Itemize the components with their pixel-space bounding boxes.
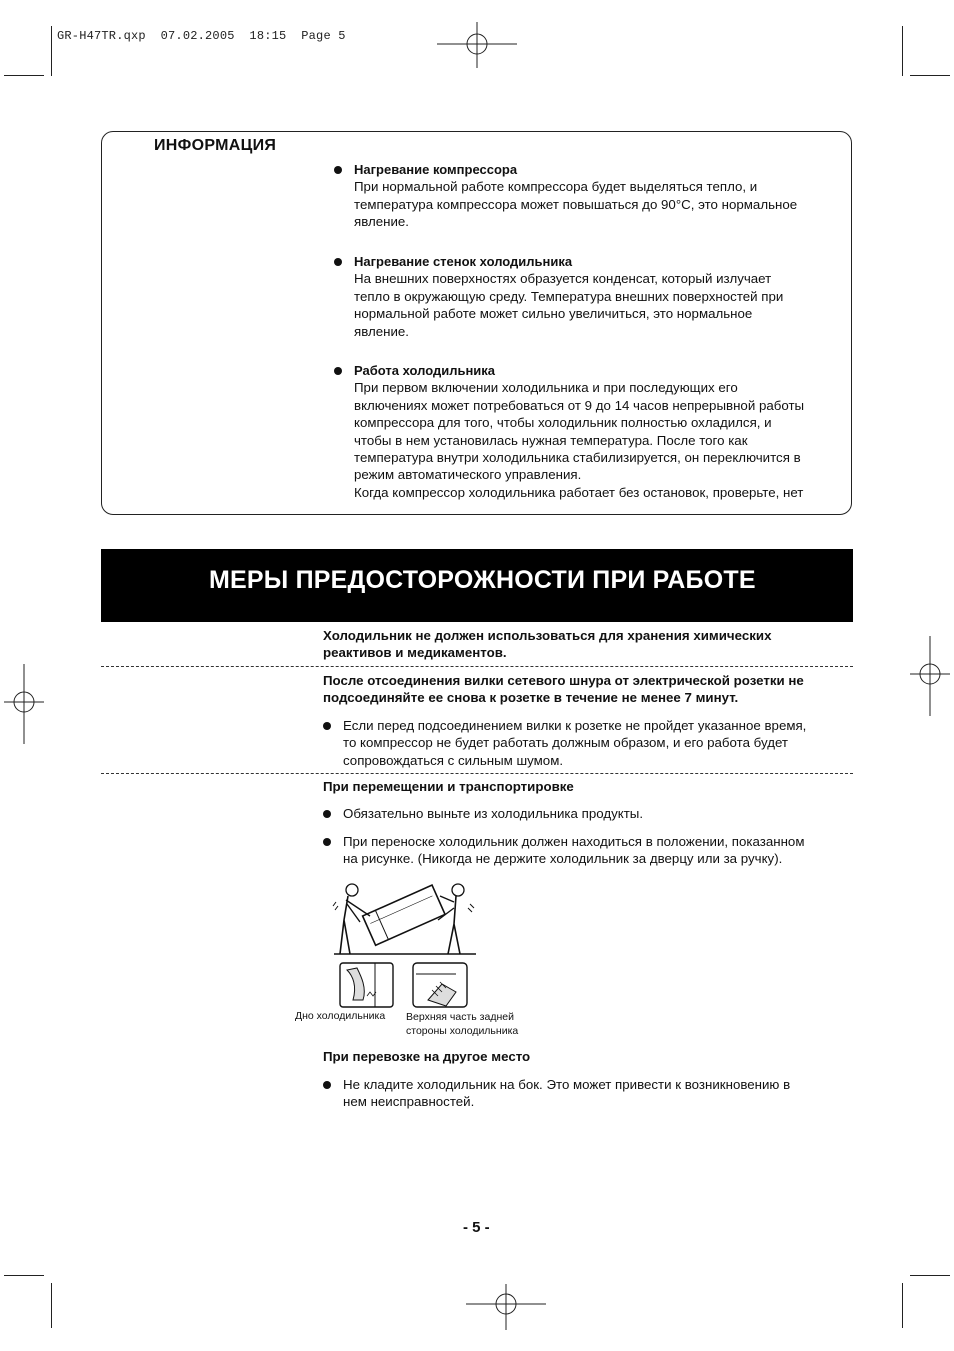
info-item-body: При нормальной работе компрессора будет выделяться тепло, и температура компрессора может повышаться до 90°C, это нормальное явление. xyxy=(354,179,798,230)
info-item-body: При первом включении холодильника и при последующих его включениях может потребоваться от 9 до 14 часов непрерывной работы компрессора для того, чтобы холодильник полностью охладился, и чтобы в нем установилась нужная температура. После того как температура внутри холодильника стабилизируется, он переключится в режим автоматического управления. Когда компрессор холодильника работает без остановок, проверьте, нет xyxy=(354,380,805,500)
warning-chemicals: Холодильник не должен использоваться для хранения химических реактивов и медикаментов. xyxy=(323,628,772,661)
page-number: - 5 - xyxy=(463,1219,490,1236)
info-item-wall-heating xyxy=(334,253,844,340)
carrying-illustration xyxy=(330,876,480,958)
section-banner xyxy=(101,549,853,622)
bullet-icon xyxy=(334,258,342,266)
bullet-icon xyxy=(334,166,342,174)
fridge-bottom-detail-image xyxy=(339,962,394,1008)
transport-bullet: Не кладите холодильник на бок. Это может привести к возникновению в нем неисправностей. xyxy=(343,1077,791,1110)
moving-bullet-carry-position: При переноске холодильник должен находиться в положении, показанном на рисунке. (Никогда не держите холодильник за дверцу или за ручку). xyxy=(343,834,805,867)
info-item-fridge-operation xyxy=(334,362,844,502)
bullet-icon xyxy=(323,810,331,818)
moving-bullet-remove-food: Обязательно выньте из холодильника продукты. xyxy=(343,806,644,821)
warning-reconnect-detail: Если перед подсоединением вилки к розетке не пройдет указанное время, то компрессор не будет работать должным образом, и его работа будет сопровождаться с сильным шумом. xyxy=(343,718,807,768)
dashed-divider xyxy=(101,773,853,774)
warning-reconnect: После отсоединения вилки сетевого шнура от электрической розетки не подсоединяйте ее снова к розетке в течение не менее 7 минут. xyxy=(323,673,804,706)
registration-mark-bottom xyxy=(466,1284,546,1334)
fridge-top-rear-detail-image xyxy=(412,962,468,1008)
caption-fridge-top-rear: Верхняя часть задней стороны холодильника xyxy=(406,1011,519,1037)
info-item-heading: Нагревание компрессора xyxy=(354,162,518,177)
info-item-heading: Работа холодильника xyxy=(354,363,496,378)
bullet-icon xyxy=(323,1081,331,1089)
file-meta-header: GR-H47TR.qxp 07.02.2005 18:15 Page 5 xyxy=(57,29,346,43)
info-item-compressor-heating xyxy=(334,161,844,231)
section-title: МЕРЫ ПРЕДОСТОРОЖНОСТИ ПРИ РАБОТЕ xyxy=(209,566,756,594)
caption-fridge-bottom: Дно холодильника xyxy=(295,1010,386,1022)
transport-heading: При перевозке на другое место xyxy=(323,1049,531,1064)
dashed-divider xyxy=(101,666,853,667)
moving-heading: При перемещении и транспортировке xyxy=(323,779,574,794)
bullet-icon xyxy=(323,722,331,730)
info-item-heading: Нагревание стенок холодильника xyxy=(354,254,573,269)
bullet-icon xyxy=(334,367,342,375)
info-box-title: ИНФОРМАЦИЯ xyxy=(154,137,277,154)
registration-mark-top xyxy=(437,20,517,70)
registration-mark-left xyxy=(4,664,44,744)
info-item-body: На внешних поверхностях образуется конденсат, который излучает тепло в окружающую среду. Температура внешних поверхностей при нормальной работе может сильно увеличиться, это нормальное явление. xyxy=(354,271,784,339)
registration-mark-right xyxy=(910,636,950,716)
bullet-icon xyxy=(323,838,331,846)
